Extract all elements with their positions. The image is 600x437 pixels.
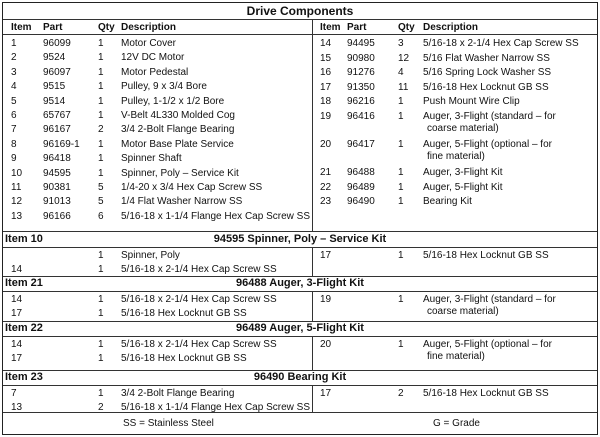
description: 5/16 Spring Lock Washer SS: [423, 67, 552, 78]
row-divider: [3, 291, 597, 292]
description: 5/16-18 Hex Locknut GB SS: [121, 353, 247, 364]
quantity: 1: [398, 96, 404, 107]
description-continued: fine material): [427, 151, 485, 162]
description: Auger, 3-Flight Kit: [423, 167, 503, 178]
item-number: 20: [320, 339, 332, 350]
description: Pulley, 1-1/2 x 1/2 Bore: [121, 95, 225, 107]
item-number: 21: [320, 167, 332, 178]
description: 3/4 2-Bolt Flange Bearing: [121, 124, 235, 136]
part-number: 96097: [43, 66, 71, 78]
quantity: 1: [398, 250, 404, 261]
column-divider: [312, 385, 313, 412]
description: 1/4-20 x 3/4 Hex Cap Screw SS: [121, 182, 263, 193]
part-number: 96489: [347, 181, 375, 193]
description: 5/16-18 x 2-1/4 Hex Cap Screw SS: [121, 264, 277, 275]
item-number: 6: [11, 110, 17, 121]
item-number: 14: [320, 38, 332, 49]
item-number: 13: [11, 210, 23, 222]
kit-title: 96488 Auger, 3-Flight Kit: [236, 277, 364, 289]
table-title: Drive Components: [246, 4, 354, 18]
description: Auger, 5-Flight (optional – for: [423, 339, 552, 350]
item-number: 2: [11, 52, 17, 64]
quantity: 1: [398, 139, 404, 150]
item-number: 19: [320, 294, 332, 305]
description: 5/16-18 Hex Locknut GB SS: [423, 81, 549, 93]
header-qty: Qty: [398, 22, 415, 33]
row-divider: [3, 231, 597, 232]
description: Bearing Kit: [423, 196, 472, 207]
item-number: 12: [11, 196, 23, 208]
quantity: 1: [98, 95, 104, 107]
quantity: 1: [98, 52, 104, 64]
description: Motor Base Plate Service: [121, 138, 234, 150]
footer-legend-g: G = Grade: [433, 418, 480, 429]
part-number: 90381: [43, 182, 71, 193]
item-number: 20: [320, 139, 332, 150]
quantity: 1: [98, 138, 104, 150]
quantity: 1: [98, 110, 104, 121]
quantity: 1: [398, 196, 404, 207]
kit-item-label: Item 22: [5, 322, 43, 334]
quantity: 1: [98, 339, 104, 350]
row-divider: [3, 336, 597, 337]
part-number: 9524: [43, 52, 66, 64]
description: Auger, 3-Flight (standard – for: [423, 111, 556, 122]
item-number: 17: [11, 353, 23, 364]
quantity: 1: [98, 264, 104, 275]
header-description: Description: [121, 22, 177, 33]
kit-title: 96490 Bearing Kit: [253, 371, 347, 383]
description: 5/16-18 Hex Locknut GB SS: [423, 388, 549, 399]
item-number: 14: [11, 264, 23, 275]
item-number: 17: [320, 81, 332, 93]
item-number: 23: [320, 196, 332, 207]
quantity: 1: [98, 250, 104, 261]
description: Spinner Shaft: [121, 153, 182, 165]
description: Spinner, Poly: [121, 250, 180, 261]
quantity: 6: [98, 210, 104, 222]
item-number: 11: [11, 182, 22, 193]
quantity: 1: [98, 153, 104, 165]
header-item: Item: [320, 22, 341, 33]
row-divider: [3, 19, 597, 20]
part-number: 96488: [347, 167, 375, 178]
description: Push Mount Wire Clip: [423, 96, 520, 107]
item-number: 22: [320, 181, 332, 193]
description: Spinner, Poly – Service Kit: [121, 167, 239, 179]
quantity: 1: [98, 81, 104, 93]
item-number: 9: [11, 153, 17, 165]
quantity: 2: [398, 388, 404, 399]
part-number: 94495: [347, 38, 375, 49]
header-part: Part: [43, 22, 63, 33]
part-number: 96417: [347, 139, 375, 150]
item-number: 1: [11, 38, 17, 49]
quantity: 2: [98, 124, 104, 136]
description: 5/16-18 x 2-1/4 Hex Cap Screw SS: [121, 339, 277, 350]
footer-legend-ss: SS = Stainless Steel: [123, 418, 214, 429]
part-number: 96490: [347, 196, 375, 207]
quantity: 2: [98, 402, 104, 413]
part-number: 9514: [43, 95, 66, 107]
description: 3/4 2-Bolt Flange Bearing: [121, 388, 235, 399]
drive-components-table: [2, 2, 598, 435]
kit-title: 96489 Auger, 5-Flight Kit: [236, 322, 364, 334]
description: 5/16-18 Hex Locknut GB SS: [121, 308, 247, 319]
quantity: 5: [98, 196, 104, 208]
quantity: 1: [398, 167, 404, 178]
quantity: 4: [398, 67, 404, 78]
part-number: 94595: [43, 167, 71, 179]
quantity: 1: [98, 66, 104, 78]
description: V-Belt 4L330 Molded Cog: [121, 110, 235, 121]
kit-item-label: Item 21: [5, 277, 43, 289]
part-number: 90980: [347, 52, 375, 64]
description: 12V DC Motor: [121, 52, 185, 64]
description: Motor Cover: [121, 38, 177, 49]
item-number: 17: [320, 250, 332, 261]
description: 5/16 Flat Washer Narrow SS: [423, 52, 550, 64]
item-number: 7: [11, 124, 17, 136]
description: 1/4 Flat Washer Narrow SS: [121, 196, 243, 208]
item-number: 17: [11, 308, 23, 319]
part-number: 96416: [347, 111, 375, 122]
description: Auger, 5-Flight (optional – for: [423, 139, 552, 150]
item-number: 7: [11, 388, 17, 399]
description: Pulley, 9 x 3/4 Bore: [121, 81, 207, 93]
item-number: 14: [11, 294, 23, 305]
item-number: 8: [11, 138, 17, 150]
header-qty: Qty: [98, 22, 115, 33]
quantity: 1: [98, 167, 104, 179]
quantity: 1: [398, 294, 404, 305]
header-part: Part: [347, 22, 367, 33]
part-number: 91276: [347, 67, 375, 78]
description: Motor Pedestal: [121, 66, 189, 78]
part-number: 9515: [43, 81, 66, 93]
part-number: 91350: [347, 81, 375, 93]
part-number: 96167: [43, 124, 71, 136]
quantity: 1: [98, 294, 104, 305]
item-number: 18: [320, 96, 332, 107]
column-divider: [312, 247, 313, 276]
description: Auger, 3-Flight (standard – for: [423, 294, 556, 305]
row-divider: [3, 385, 597, 386]
part-number: 96169-1: [43, 138, 80, 150]
part-number: 96099: [43, 38, 71, 49]
quantity: 11: [398, 81, 409, 93]
item-number: 3: [11, 66, 17, 78]
quantity: 1: [398, 181, 404, 193]
quantity: 5: [98, 182, 104, 193]
item-number: 16: [320, 67, 332, 78]
item-number: 5: [11, 95, 17, 107]
item-number: 4: [11, 81, 17, 93]
description-continued: coarse material): [427, 123, 499, 134]
column-divider: [312, 291, 313, 321]
header-item: Item: [11, 22, 32, 33]
column-divider: [312, 336, 313, 370]
description-continued: fine material): [427, 351, 485, 362]
description: Auger, 5-Flight Kit: [423, 181, 503, 193]
kit-item-label: Item 23: [5, 371, 43, 383]
header-description: Description: [423, 22, 479, 33]
part-number: 96166: [43, 210, 71, 222]
item-number: 14: [11, 339, 23, 350]
quantity: 1: [98, 353, 104, 364]
quantity: 1: [98, 388, 104, 399]
item-number: 17: [320, 388, 332, 399]
part-number: 65767: [43, 110, 71, 121]
quantity: 1: [98, 38, 104, 49]
description: 5/16-18 x 2-1/4 Hex Cap Screw SS: [423, 38, 579, 49]
quantity: 12: [398, 52, 410, 64]
row-divider: [3, 247, 597, 248]
row-divider: [3, 34, 597, 35]
item-number: 13: [11, 402, 23, 413]
item-number: 10: [11, 167, 23, 179]
quantity: 1: [398, 339, 404, 350]
item-number: 19: [320, 111, 332, 122]
description: 5/16-18 x 1-1/4 Flange Hex Cap Screw SS: [121, 210, 310, 222]
quantity: 1: [398, 111, 404, 122]
description-continued: coarse material): [427, 306, 499, 317]
item-number: 15: [320, 52, 332, 64]
description: 5/16-18 x 1-1/4 Flange Hex Cap Screw SS: [121, 402, 310, 413]
kit-title: 94595 Spinner, Poly – Service Kit: [213, 233, 387, 245]
part-number: 96418: [43, 153, 71, 165]
row-divider: [3, 412, 597, 413]
part-number: 91013: [43, 196, 71, 208]
column-divider: [312, 19, 313, 231]
kit-item-label: Item 10: [5, 233, 43, 245]
part-number: 96216: [347, 96, 375, 107]
quantity: 1: [98, 308, 104, 319]
description: 5/16-18 Hex Locknut GB SS: [423, 250, 549, 261]
description: 5/16-18 x 2-1/4 Hex Cap Screw SS: [121, 294, 277, 305]
quantity: 3: [398, 38, 404, 49]
